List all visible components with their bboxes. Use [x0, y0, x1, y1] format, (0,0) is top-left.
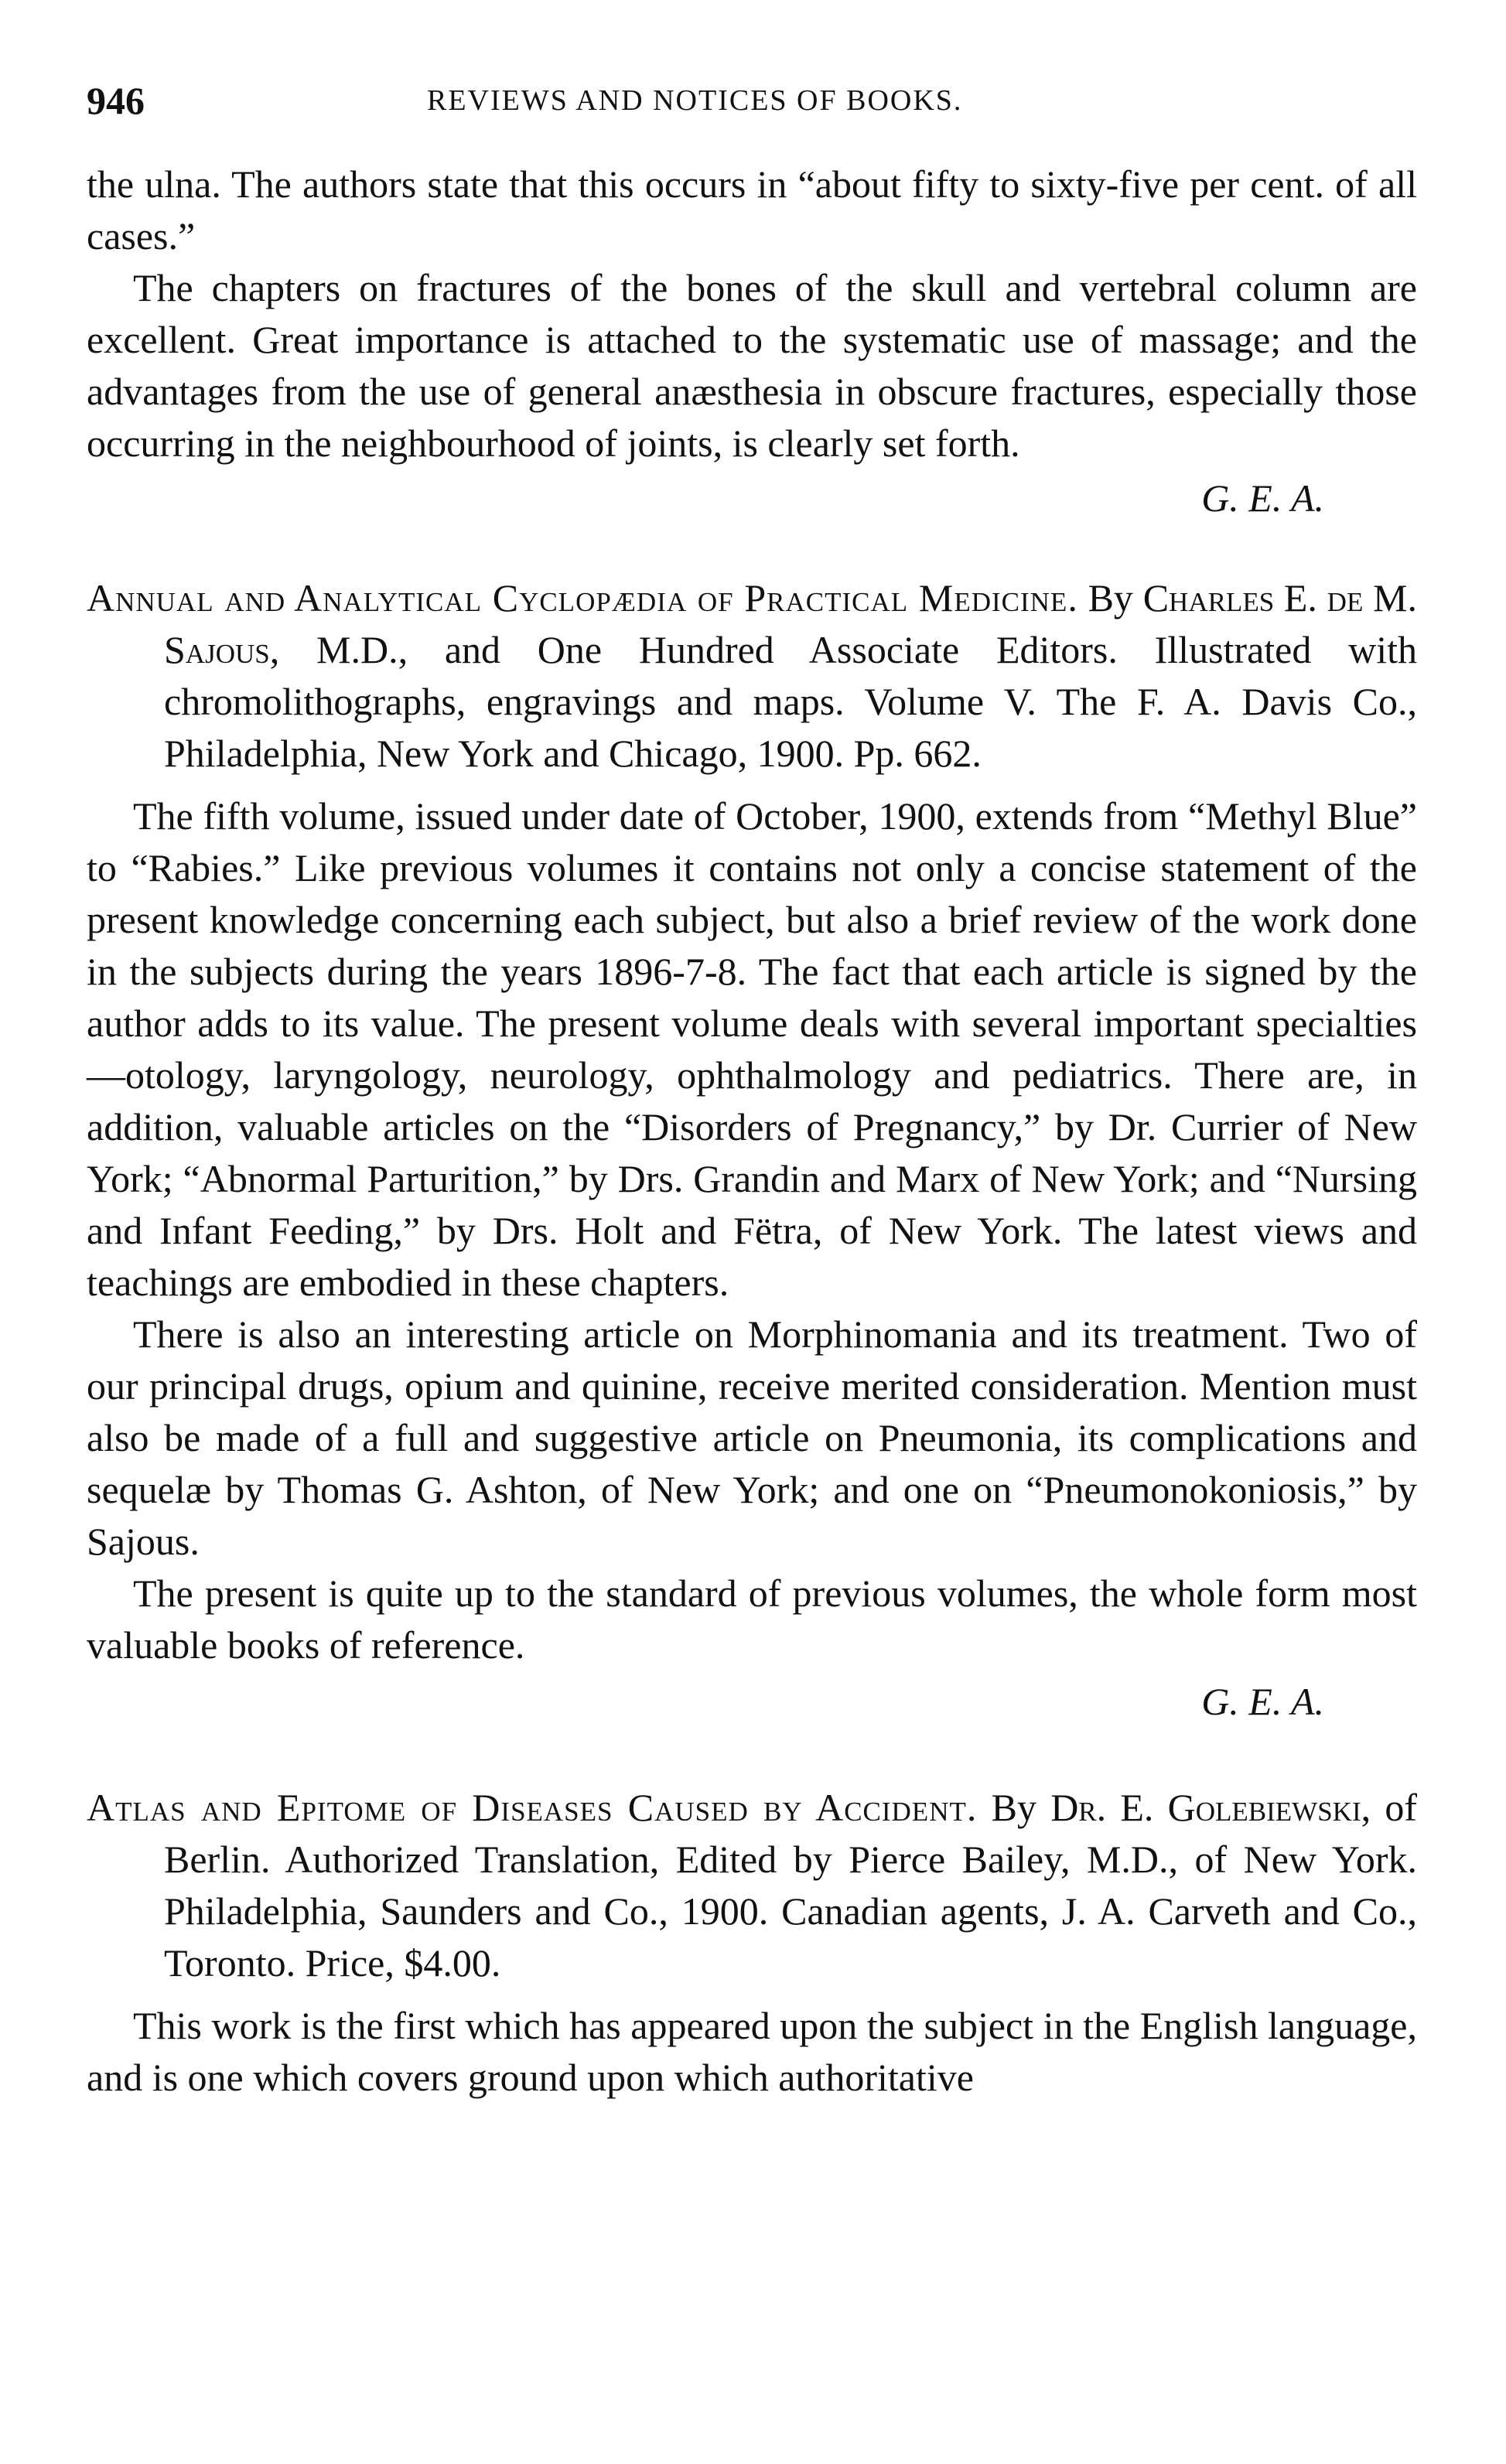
book-author: Dr. E. Golebiewski	[1050, 1786, 1361, 1829]
page-number: 946	[87, 79, 145, 122]
review-paragraph: The fifth volume, issued under date of October, 1900, extends from “Methyl Blue” to “Rabies.” Like previous volumes it contains not only a concise statement of the present knowledge concerning each subject, but also a brief review of the work done in the subjects during the years 1896-7-8. The fact that each article is signed by the author adds to its value. The present volume deals with several important specialties—otology, laryngology, neurology, ophthalmology and pediatrics. There are, in addition, valuable articles on the “Disorders of Pregnancy,” by Dr. Currier of New York; “Abnormal Parturition,” by Drs. Grandin and Marx of New York; and “Nursing and Infant Feeding,” by Drs. Holt and Fëtra, of New York. The latest views and teachings are embodied in these chapters.	[87, 794, 1417, 1304]
review-paragraph: The present is quite up to the standard of previous volumes, the whole form most valuable books of reference.	[87, 1572, 1417, 1667]
citation-details: , M.D., and One Hundred Associate Editors. Illustrated with chromolithographs, engravings and maps. Volume V. The F. A. Davis Co., Philadelphia, New York and Chicago, 1900. Pp. 662.	[164, 628, 1417, 775]
book-citation	[87, 572, 1417, 780]
review-paragraph: the ulna. The authors state that this occurs in “about fifty to sixty-five per cent. of all cases.”	[87, 162, 1417, 258]
book-title: Annual and Analytical Cyclopædia of Practical Medicine.	[87, 576, 1078, 619]
citation-details: , of Berlin. Authorized Translation, Edited by Pierce Bailey, M.D., of New York. Philadelphia, Saunders and Co., 1900. Canadian agents, J. A. Carveth and Co., Toronto. Price, $4.00.	[164, 1786, 1417, 1985]
running-title: REVIEWS AND NOTICES OF BOOKS.	[427, 84, 963, 117]
book-author: Charles E. de M. Sajous	[164, 576, 1418, 671]
review-annual-cyclopaedia	[87, 572, 1417, 1728]
by-word: By	[1088, 576, 1133, 619]
review-atlas-epitome	[87, 1782, 1417, 2104]
review-paragraph: This work is the first which has appeared upon the subject in the English language, and is one which covers ground upon which authoritative	[87, 2004, 1417, 2099]
book-citation	[87, 1782, 1417, 1989]
by-word: By	[991, 1786, 1036, 1829]
reviewer-signature: G. E. A.	[1201, 1680, 1324, 1723]
review-paragraph: The chapters on fractures of the bones of the skull and vertebral column are excellent. Great importance is attached to the systematic use of massage; and the advantages from the use of general anæsthesia in obscure fractures, especially those occurring in the neighbourhood of joints, is clearly set forth.	[87, 266, 1417, 465]
review-continued	[87, 159, 1417, 524]
page	[87, 73, 1417, 2104]
book-title: Atlas and Epitome of Diseases Caused by Accident.	[87, 1786, 978, 1829]
reviewer-signature: G. E. A.	[1201, 476, 1324, 520]
running-header	[87, 73, 1417, 128]
review-paragraph: There is also an interesting article on Morphinomania and its treatment. Two of our principal drugs, opium and quinine, receive merited consideration. Mention must also be made of a full and suggestive article on Pneumonia, its complications and sequelæ by Thomas G. Ashton, of New York; and one on “Pneumonokoniosis,” by Sajous.	[87, 1312, 1417, 1563]
